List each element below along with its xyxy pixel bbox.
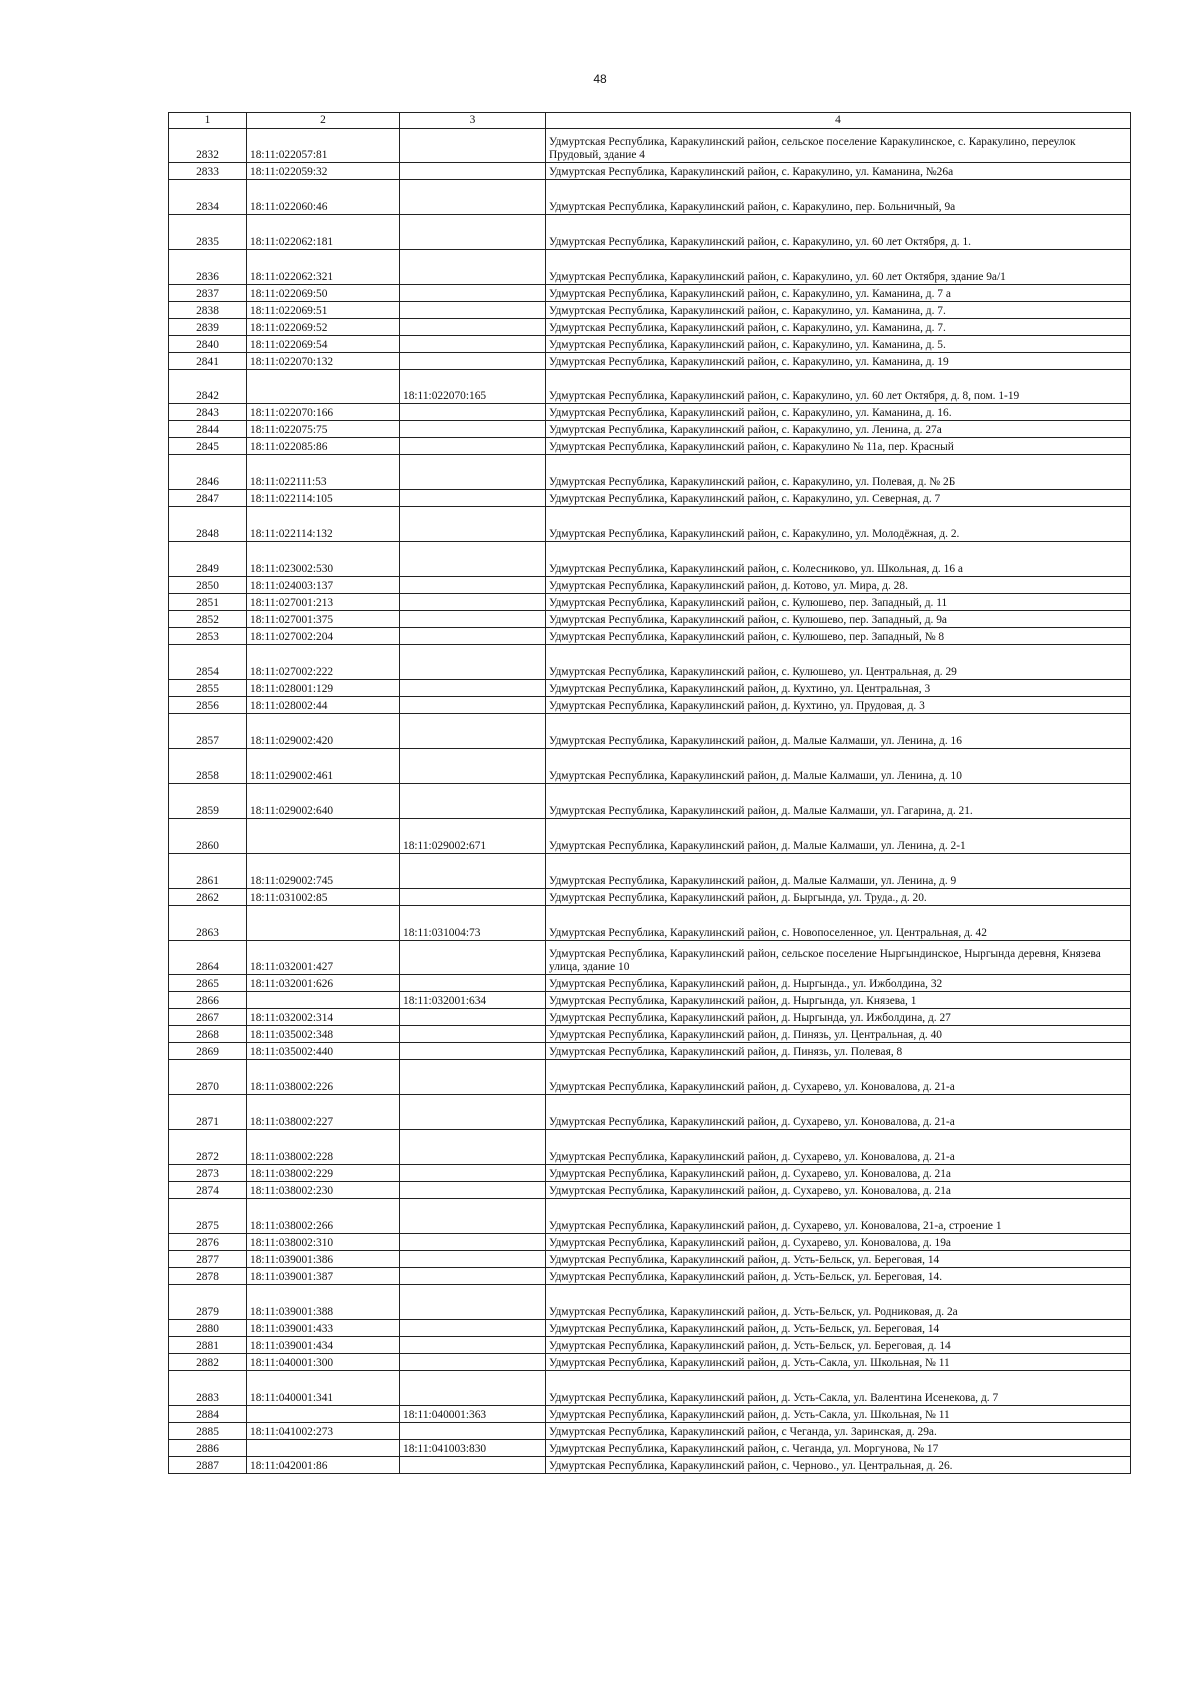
cadastral-number-alt xyxy=(400,1043,546,1060)
row-number: 2870 xyxy=(169,1060,247,1095)
address: Удмуртская Республика, Каракулинский район, д. Усть-Бельск, ул. Береговая, д. 14 xyxy=(546,1337,1131,1354)
cadastral-number: 18:11:039001:386 xyxy=(247,1251,400,1268)
cadastral-number-alt: 18:11:040001:363 xyxy=(400,1406,546,1423)
row-number: 2872 xyxy=(169,1130,247,1165)
address: Удмуртская Республика, Каракулинский район, д. Сухарево, ул. Коновалова, д. 21-а xyxy=(546,1130,1131,1165)
row-number: 2851 xyxy=(169,594,247,611)
cadastral-number-alt xyxy=(400,1009,546,1026)
cadastral-number: 18:11:038002:230 xyxy=(247,1182,400,1199)
row-number: 2835 xyxy=(169,215,247,250)
column-header-3: 3 xyxy=(400,113,546,129)
table-row xyxy=(169,438,1131,455)
cadastral-number-alt xyxy=(400,542,546,577)
table-row xyxy=(169,697,1131,714)
cadastral-number-alt xyxy=(400,180,546,215)
address: Удмуртская Республика, Каракулинский район, д. Малые Калмаши, ул. Ленина, д. 2-1 xyxy=(546,819,1131,854)
address: Удмуртская Республика, Каракулинский район, д. Усть-Сакла, ул. Школьная, № 11 xyxy=(546,1354,1131,1371)
cadastral-number: 18:11:023002:530 xyxy=(247,542,400,577)
row-number: 2878 xyxy=(169,1268,247,1285)
cadastral-number-alt xyxy=(400,680,546,697)
cadastral-number-alt xyxy=(400,455,546,490)
cadastral-number-alt xyxy=(400,302,546,319)
row-number: 2837 xyxy=(169,285,247,302)
cadastral-number xyxy=(247,370,400,404)
cadastral-number-alt xyxy=(400,336,546,353)
cadastral-number-alt xyxy=(400,784,546,819)
table-row xyxy=(169,1457,1131,1474)
cadastral-number: 18:11:039001:434 xyxy=(247,1337,400,1354)
cadastral-number-alt: 18:11:022070:165 xyxy=(400,370,546,404)
address: Удмуртская Республика, Каракулинский район, с. Чеганда, ул. Моргунова, № 17 xyxy=(546,1440,1131,1457)
row-number: 2867 xyxy=(169,1009,247,1026)
cadastral-number-alt xyxy=(400,285,546,302)
table-row xyxy=(169,819,1131,854)
cadastral-number-alt xyxy=(400,438,546,455)
table-row xyxy=(169,941,1131,975)
cadastral-number: 18:11:028002:44 xyxy=(247,697,400,714)
row-number: 2838 xyxy=(169,302,247,319)
cadastral-number-alt xyxy=(400,1060,546,1095)
cadastral-number xyxy=(247,1440,400,1457)
address: Удмуртская Республика, Каракулинский район, д. Усть-Бельск, ул. Береговая, 14 xyxy=(546,1320,1131,1337)
row-number: 2874 xyxy=(169,1182,247,1199)
address: Удмуртская Республика, Каракулинский район, д. Усть-Бельск, ул. Береговая, 14 xyxy=(546,1251,1131,1268)
cadastral-number: 18:11:022062:181 xyxy=(247,215,400,250)
cadastral-number-alt xyxy=(400,1251,546,1268)
table-row xyxy=(169,577,1131,594)
table-row xyxy=(169,336,1131,353)
address: Удмуртская Республика, Каракулинский район, д. Сухарево, ул. Коновалова, д. 21а xyxy=(546,1165,1131,1182)
header-row xyxy=(169,113,1131,129)
table-row xyxy=(169,1009,1131,1026)
address: Удмуртская Республика, Каракулинский район, д. Ныргында, ул. Ижболдина, д. 27 xyxy=(546,1009,1131,1026)
cadastral-number: 18:11:038002:228 xyxy=(247,1130,400,1165)
table-row xyxy=(169,455,1131,490)
table-row xyxy=(169,611,1131,628)
cadastral-number-alt xyxy=(400,353,546,370)
table-row xyxy=(169,421,1131,438)
cadastral-number-alt xyxy=(400,1199,546,1234)
cadastral-number-alt xyxy=(400,714,546,749)
table-row xyxy=(169,404,1131,421)
table-row xyxy=(169,1285,1131,1320)
cadastral-number: 18:11:029002:420 xyxy=(247,714,400,749)
table-row xyxy=(169,1337,1131,1354)
table-row xyxy=(169,163,1131,180)
address: Удмуртская Республика, Каракулинский район, с. Каракулино, пер. Больничный, 9а xyxy=(546,180,1131,215)
cadastral-number-alt xyxy=(400,645,546,680)
cadastral-number-alt xyxy=(400,404,546,421)
table-row xyxy=(169,1251,1131,1268)
row-number: 2844 xyxy=(169,421,247,438)
table-row xyxy=(169,975,1131,992)
cadastral-number: 18:11:035002:440 xyxy=(247,1043,400,1060)
table-row xyxy=(169,542,1131,577)
table-row xyxy=(169,285,1131,302)
cadastral-number: 18:11:022059:32 xyxy=(247,163,400,180)
cadastral-number: 18:11:039001:387 xyxy=(247,1268,400,1285)
row-number: 2834 xyxy=(169,180,247,215)
table-row xyxy=(169,490,1131,507)
table-row xyxy=(169,749,1131,784)
address: Удмуртская Республика, Каракулинский район, д. Усть-Сакла, ул. Валентина Исенекова, д. 7 xyxy=(546,1371,1131,1406)
row-number: 2852 xyxy=(169,611,247,628)
cadastral-number: 18:11:038002:229 xyxy=(247,1165,400,1182)
cadastral-number xyxy=(247,992,400,1009)
cadastral-number: 18:11:041002:273 xyxy=(247,1423,400,1440)
address: Удмуртская Республика, Каракулинский район, с. Каракулино, ул. Каманина, №26а xyxy=(546,163,1131,180)
address: Удмуртская Республика, Каракулинский район, сельское поселение Ныргындинское, Ныргында деревня, Князева улица, здание 10 xyxy=(546,941,1131,975)
address: Удмуртская Республика, Каракулинский район, с. Каракулино, ул. Каманина, д. 7. xyxy=(546,302,1131,319)
table-row xyxy=(169,129,1131,163)
cadastral-number: 18:11:027001:375 xyxy=(247,611,400,628)
column-header-2: 2 xyxy=(247,113,400,129)
address: Удмуртская Республика, Каракулинский район, с. Каракулино, ул. Молодёжная, д. 2. xyxy=(546,507,1131,542)
table-row xyxy=(169,714,1131,749)
cadastral-number-alt xyxy=(400,577,546,594)
cadastral-number-alt xyxy=(400,975,546,992)
cadastral-number-alt xyxy=(400,1337,546,1354)
table-row xyxy=(169,854,1131,889)
cadastral-number-alt xyxy=(400,628,546,645)
address: Удмуртская Республика, Каракулинский район, д. Усть-Бельск, ул. Береговая, 14. xyxy=(546,1268,1131,1285)
cadastral-number-alt xyxy=(400,1354,546,1371)
cadastral-number: 18:11:032002:314 xyxy=(247,1009,400,1026)
row-number: 2877 xyxy=(169,1251,247,1268)
table-row xyxy=(169,1095,1131,1130)
cadastral-number: 18:11:029002:461 xyxy=(247,749,400,784)
address: Удмуртская Республика, Каракулинский район, д. Пинязь, ул. Полевая, 8 xyxy=(546,1043,1131,1060)
row-number: 2861 xyxy=(169,854,247,889)
row-number: 2833 xyxy=(169,163,247,180)
cadastral-number-alt xyxy=(400,697,546,714)
cadastral-number-alt xyxy=(400,1285,546,1320)
cadastral-number: 18:11:039001:388 xyxy=(247,1285,400,1320)
address: Удмуртская Республика, Каракулинский район, с. Каракулино, ул. Полевая, д. № 2Б xyxy=(546,455,1131,490)
row-number: 2879 xyxy=(169,1285,247,1320)
address: Удмуртская Республика, Каракулинский район, д. Малые Калмаши, ул. Ленина, д. 16 xyxy=(546,714,1131,749)
row-number: 2863 xyxy=(169,906,247,941)
address: Удмуртская Республика, Каракулинский район, сельское поселение Каракулинское, с. Каракулино, переулок Прудовый, здание 4 xyxy=(546,129,1131,163)
cadastral-number-alt xyxy=(400,129,546,163)
table-row xyxy=(169,1182,1131,1199)
address: Удмуртская Республика, Каракулинский район, с. Каракулино, ул. 60 лет Октября, д. 8, пом. 1-19 xyxy=(546,370,1131,404)
cadastral-number-alt xyxy=(400,594,546,611)
table-row xyxy=(169,1060,1131,1095)
cadastral-number-alt xyxy=(400,941,546,975)
table-row xyxy=(169,1371,1131,1406)
row-number: 2858 xyxy=(169,749,247,784)
cadastral-number: 18:11:022085:86 xyxy=(247,438,400,455)
table-row xyxy=(169,370,1131,404)
cadastral-number: 18:11:022114:132 xyxy=(247,507,400,542)
cadastral-number-alt xyxy=(400,421,546,438)
address: Удмуртская Республика, Каракулинский район, с. Каракулино № 11а, пер. Красный xyxy=(546,438,1131,455)
row-number: 2883 xyxy=(169,1371,247,1406)
address: Удмуртская Республика, Каракулинский район, с. Каракулино, ул. Каманина, д. 7. xyxy=(546,319,1131,336)
row-number: 2842 xyxy=(169,370,247,404)
row-number: 2875 xyxy=(169,1199,247,1234)
row-number: 2868 xyxy=(169,1026,247,1043)
cadastral-number-alt xyxy=(400,163,546,180)
cadastral-number: 18:11:029002:745 xyxy=(247,854,400,889)
cadastral-number: 18:11:027001:213 xyxy=(247,594,400,611)
row-number: 2850 xyxy=(169,577,247,594)
cadastral-number: 18:11:038002:310 xyxy=(247,1234,400,1251)
cadastral-number-alt xyxy=(400,250,546,285)
address: Удмуртская Республика, Каракулинский район, д. Сухарево, ул. Коновалова, д. 19а xyxy=(546,1234,1131,1251)
table-body xyxy=(169,129,1131,1474)
cadastral-number: 18:11:022069:51 xyxy=(247,302,400,319)
address: Удмуртская Республика, Каракулинский район, с. Каракулино, ул. Каманина, д. 16. xyxy=(546,404,1131,421)
row-number: 2848 xyxy=(169,507,247,542)
cadastral-number: 18:11:039001:433 xyxy=(247,1320,400,1337)
table-row xyxy=(169,302,1131,319)
column-header-1: 1 xyxy=(169,113,247,129)
cadastral-number-alt xyxy=(400,1130,546,1165)
cadastral-number: 18:11:022060:46 xyxy=(247,180,400,215)
address: Удмуртская Республика, Каракулинский район, с. Колесниково, ул. Школьная, д. 16 а xyxy=(546,542,1131,577)
cadastral-number-alt xyxy=(400,749,546,784)
cadastral-number-alt xyxy=(400,1320,546,1337)
table-row xyxy=(169,1268,1131,1285)
address: Удмуртская Республика, Каракулинский район, д. Быргында, ул. Труда., д. 20. xyxy=(546,889,1131,906)
table-row xyxy=(169,1320,1131,1337)
address: Удмуртская Республика, Каракулинский район, с. Каракулино, ул. Ленина, д. 27а xyxy=(546,421,1131,438)
address: Удмуртская Республика, Каракулинский район, д. Котово, ул. Мира, д. 28. xyxy=(546,577,1131,594)
row-number: 2853 xyxy=(169,628,247,645)
row-number: 2873 xyxy=(169,1165,247,1182)
address: Удмуртская Республика, Каракулинский район, д. Усть-Бельск, ул. Родниковая, д. 2а xyxy=(546,1285,1131,1320)
cadastral-number-alt xyxy=(400,1268,546,1285)
cadastral-number: 18:11:035002:348 xyxy=(247,1026,400,1043)
cadastral-number: 18:11:022062:321 xyxy=(247,250,400,285)
table-row xyxy=(169,784,1131,819)
address: Удмуртская Республика, Каракулинский район, с. Кулюшево, ул. Центральная, д. 29 xyxy=(546,645,1131,680)
table-row xyxy=(169,680,1131,697)
table-row xyxy=(169,1199,1131,1234)
row-number: 2866 xyxy=(169,992,247,1009)
cadastral-number: 18:11:024003:137 xyxy=(247,577,400,594)
row-number: 2839 xyxy=(169,319,247,336)
address: Удмуртская Республика, Каракулинский район, д. Малые Калмаши, ул. Ленина, д. 9 xyxy=(546,854,1131,889)
row-number: 2876 xyxy=(169,1234,247,1251)
cadastral-number-alt: 18:11:031004:73 xyxy=(400,906,546,941)
cadastral-number-alt: 18:11:041003:830 xyxy=(400,1440,546,1457)
address: Удмуртская Республика, Каракулинский район, с. Каракулино, ул. 60 лет Октября, здание 9а/1 xyxy=(546,250,1131,285)
table-row xyxy=(169,215,1131,250)
address: Удмуртская Республика, Каракулинский район, д. Ныргында., ул. Ижболдина, 32 xyxy=(546,975,1131,992)
table-row xyxy=(169,906,1131,941)
cadastral-number: 18:11:022075:75 xyxy=(247,421,400,438)
table-row xyxy=(169,353,1131,370)
table-row xyxy=(169,889,1131,906)
cadastral-number: 18:11:022057:81 xyxy=(247,129,400,163)
cadastral-number-alt xyxy=(400,1371,546,1406)
cadastral-number-alt xyxy=(400,889,546,906)
table-row xyxy=(169,1406,1131,1423)
row-number: 2845 xyxy=(169,438,247,455)
cadastral-number: 18:11:038002:227 xyxy=(247,1095,400,1130)
cadastral-number: 18:11:032001:427 xyxy=(247,941,400,975)
table-row xyxy=(169,1165,1131,1182)
table-row xyxy=(169,1130,1131,1165)
row-number: 2832 xyxy=(169,129,247,163)
row-number: 2849 xyxy=(169,542,247,577)
cadastral-number xyxy=(247,906,400,941)
row-number: 2869 xyxy=(169,1043,247,1060)
address: Удмуртская Республика, Каракулинский район, с. Каракулино, ул. 60 лет Октября, д. 1. xyxy=(546,215,1131,250)
cadastral-number: 18:11:031002:85 xyxy=(247,889,400,906)
cadastral-number-alt xyxy=(400,611,546,628)
cadastral-number: 18:11:038002:266 xyxy=(247,1199,400,1234)
row-number: 2884 xyxy=(169,1406,247,1423)
row-number: 2843 xyxy=(169,404,247,421)
row-number: 2840 xyxy=(169,336,247,353)
row-number: 2856 xyxy=(169,697,247,714)
table-row xyxy=(169,1354,1131,1371)
address: Удмуртская Республика, Каракулинский район, с. Каракулино, ул. Северная, д. 7 xyxy=(546,490,1131,507)
cadastral-number: 18:11:022069:50 xyxy=(247,285,400,302)
cadastral-number-alt xyxy=(400,319,546,336)
cadastral-number-alt xyxy=(400,507,546,542)
cadastral-number: 18:11:032001:626 xyxy=(247,975,400,992)
cadastral-number-alt xyxy=(400,1234,546,1251)
address: Удмуртская Республика, Каракулинский район, д. Ныргында, ул. Князева, 1 xyxy=(546,992,1131,1009)
row-number: 2880 xyxy=(169,1320,247,1337)
address: Удмуртская Республика, Каракулинский район, с. Черново., ул. Центральная, д. 26. xyxy=(546,1457,1131,1474)
cadastral-number: 18:11:042001:86 xyxy=(247,1457,400,1474)
cadastral-number-alt xyxy=(400,1165,546,1182)
row-number: 2846 xyxy=(169,455,247,490)
row-number: 2836 xyxy=(169,250,247,285)
address: Удмуртская Республика, Каракулинский район, с Чеганда, ул. Заринская, д. 29а. xyxy=(546,1423,1131,1440)
cadastral-number-alt: 18:11:032001:634 xyxy=(400,992,546,1009)
table-row xyxy=(169,1043,1131,1060)
address: Удмуртская Республика, Каракулинский район, с. Каракулино, ул. Каманина, д. 5. xyxy=(546,336,1131,353)
cadastral-number-alt xyxy=(400,1095,546,1130)
row-number: 2865 xyxy=(169,975,247,992)
row-number: 2854 xyxy=(169,645,247,680)
cadastral-number-alt xyxy=(400,1026,546,1043)
cadastral-number: 18:11:022111:53 xyxy=(247,455,400,490)
table-row xyxy=(169,1234,1131,1251)
address: Удмуртская Республика, Каракулинский район, д. Кухтино, ул. Центральная, 3 xyxy=(546,680,1131,697)
cadastral-number-alt: 18:11:029002:671 xyxy=(400,819,546,854)
cadastral-number: 18:11:022070:166 xyxy=(247,404,400,421)
cadastral-number: 18:11:038002:226 xyxy=(247,1060,400,1095)
cadastral-number-alt xyxy=(400,215,546,250)
table-row xyxy=(169,1026,1131,1043)
cadastral-number-alt xyxy=(400,1457,546,1474)
cadastral-number: 18:11:022069:52 xyxy=(247,319,400,336)
row-number: 2857 xyxy=(169,714,247,749)
row-number: 2860 xyxy=(169,819,247,854)
address: Удмуртская Республика, Каракулинский район, с. Каракулино, ул. Каманина, д. 7 а xyxy=(546,285,1131,302)
cadastral-number: 18:11:040001:341 xyxy=(247,1371,400,1406)
row-number: 2885 xyxy=(169,1423,247,1440)
row-number: 2881 xyxy=(169,1337,247,1354)
page-number: 48 xyxy=(593,72,607,86)
table-row xyxy=(169,992,1131,1009)
row-number: 2886 xyxy=(169,1440,247,1457)
address: Удмуртская Республика, Каракулинский район, д. Сухарево, ул. Коновалова, д. 21а xyxy=(546,1182,1131,1199)
cadastral-number-alt xyxy=(400,854,546,889)
address: Удмуртская Республика, Каракулинский район, д. Сухарево, ул. Коновалова, 21-а, строение 1 xyxy=(546,1199,1131,1234)
column-header-4: 4 xyxy=(546,113,1131,129)
cadastral-number xyxy=(247,819,400,854)
address: Удмуртская Республика, Каракулинский район, д. Сухарево, ул. Коновалова, д. 21-а xyxy=(546,1060,1131,1095)
address: Удмуртская Республика, Каракулинский район, д. Малые Калмаши, ул. Ленина, д. 10 xyxy=(546,749,1131,784)
cadastral-number-alt xyxy=(400,490,546,507)
registry-table xyxy=(168,112,1131,1474)
cadastral-number: 18:11:028001:129 xyxy=(247,680,400,697)
table-row xyxy=(169,507,1131,542)
row-number: 2859 xyxy=(169,784,247,819)
row-number: 2887 xyxy=(169,1457,247,1474)
cadastral-number xyxy=(247,1406,400,1423)
address: Удмуртская Республика, Каракулинский район, с. Кулюшево, пер. Западный, д. 9а xyxy=(546,611,1131,628)
table-row xyxy=(169,1440,1131,1457)
cadastral-number-alt xyxy=(400,1423,546,1440)
table-row xyxy=(169,180,1131,215)
table-row xyxy=(169,594,1131,611)
table-row xyxy=(169,645,1131,680)
row-number: 2841 xyxy=(169,353,247,370)
address: Удмуртская Республика, Каракулинский район, д. Кухтино, ул. Прудовая, д. 3 xyxy=(546,697,1131,714)
cadastral-number: 18:11:027002:222 xyxy=(247,645,400,680)
cadastral-number: 18:11:040001:300 xyxy=(247,1354,400,1371)
address: Удмуртская Республика, Каракулинский район, с. Кулюшево, пер. Западный, № 8 xyxy=(546,628,1131,645)
table-row xyxy=(169,1423,1131,1440)
table-row xyxy=(169,250,1131,285)
table-row xyxy=(169,319,1131,336)
row-number: 2864 xyxy=(169,941,247,975)
row-number: 2882 xyxy=(169,1354,247,1371)
row-number: 2855 xyxy=(169,680,247,697)
cadastral-number: 18:11:022069:54 xyxy=(247,336,400,353)
cadastral-number: 18:11:029002:640 xyxy=(247,784,400,819)
address: Удмуртская Республика, Каракулинский район, с. Новопоселенное, ул. Центральная, д. 42 xyxy=(546,906,1131,941)
address: Удмуртская Республика, Каракулинский район, с. Кулюшево, пер. Западный, д. 11 xyxy=(546,594,1131,611)
address: Удмуртская Республика, Каракулинский район, с. Каракулино, ул. Каманина, д. 19 xyxy=(546,353,1131,370)
row-number: 2862 xyxy=(169,889,247,906)
cadastral-number-alt xyxy=(400,1182,546,1199)
cadastral-number: 18:11:022070:132 xyxy=(247,353,400,370)
row-number: 2847 xyxy=(169,490,247,507)
address: Удмуртская Республика, Каракулинский район, д. Усть-Сакла, ул. Школьная, № 11 xyxy=(546,1406,1131,1423)
cadastral-number: 18:11:027002:204 xyxy=(247,628,400,645)
cadastral-number: 18:11:022114:105 xyxy=(247,490,400,507)
table-row xyxy=(169,628,1131,645)
row-number: 2871 xyxy=(169,1095,247,1130)
address: Удмуртская Республика, Каракулинский район, д. Сухарево, ул. Коновалова, д. 21-а xyxy=(546,1095,1131,1130)
address: Удмуртская Республика, Каракулинский район, д. Пинязь, ул. Центральная, д. 40 xyxy=(546,1026,1131,1043)
address: Удмуртская Республика, Каракулинский район, д. Малые Калмаши, ул. Гагарина, д. 21. xyxy=(546,784,1131,819)
